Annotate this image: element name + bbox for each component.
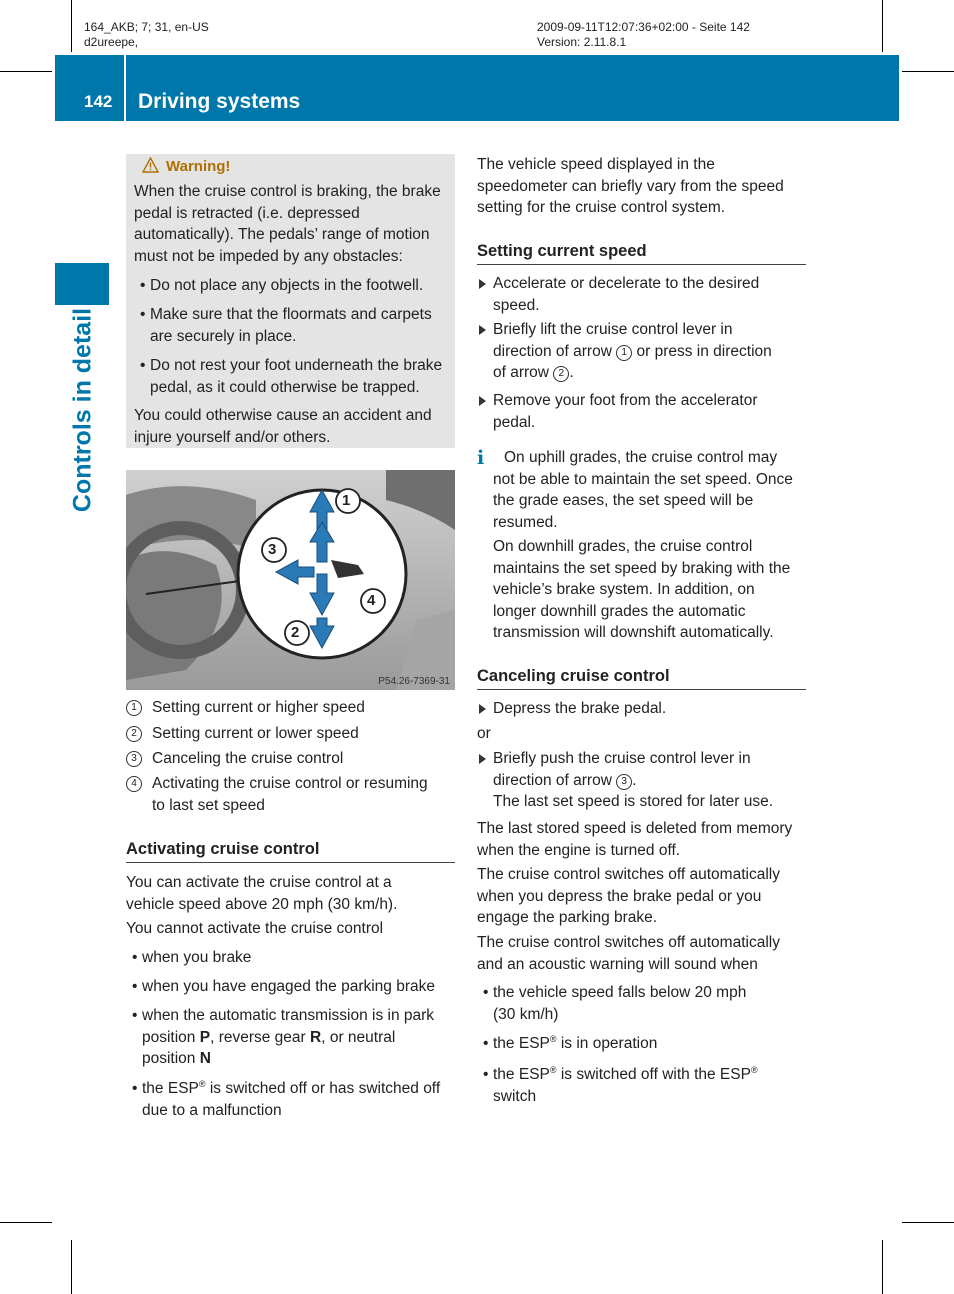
- warning-bullet: • Make sure that the floormats and carpets are securely in place.: [150, 304, 432, 347]
- legend-item: [131, 723, 359, 745]
- meta-line: d2ureepe,: [84, 35, 139, 49]
- section-title: Driving systems: [138, 90, 301, 113]
- gear-p: P: [199, 1028, 211, 1046]
- text-line: pedal.: [493, 413, 536, 431]
- text-line: setting for the cruise control system.: [477, 199, 726, 216]
- crop-mark: [71, 0, 72, 52]
- text-line: transmission will downshift automatically.: [493, 624, 774, 641]
- text-line: when you depress the brake pedal or you: [477, 887, 762, 905]
- text-run: position: [142, 1050, 200, 1067]
- text-line: Remove your foot from the accelerator: [493, 392, 758, 409]
- text-line: the grade eases, the set speed will be: [493, 492, 754, 509]
- text-run: is in operation: [556, 1035, 658, 1052]
- registered-mark: ®: [549, 1064, 557, 1075]
- text-run: position: [142, 1028, 200, 1046]
- list-item: • when you have engaged the parking brake: [142, 976, 435, 998]
- text-line: [493, 1064, 758, 1086]
- text-line: Make sure that the floormats and carpets: [150, 306, 432, 323]
- text-line: due to a malfunction: [142, 1101, 282, 1119]
- text-line: Accelerate or decelerate to the desired: [493, 275, 760, 292]
- legend-item: [131, 697, 365, 719]
- step-item: [493, 748, 773, 813]
- text-line: When the cruise control is braking, the brake: [134, 183, 441, 200]
- text-line: injure yourself and/or others.: [134, 428, 331, 446]
- meta-line: Version: 2.11.8.1: [537, 35, 627, 49]
- text-run: the ESP: [142, 1080, 199, 1097]
- text-run: the ESP: [493, 1035, 550, 1052]
- text-run: , reverse gear: [210, 1028, 311, 1046]
- text-line: speedometer can briefly vary from the speed: [477, 177, 784, 195]
- text-line: when the automatic transmission is in park: [142, 1007, 435, 1024]
- registered-mark: ®: [549, 1033, 557, 1044]
- text-line: Do not place any objects in the footwell.: [150, 277, 424, 294]
- heading-setting-speed: Setting current speed: [477, 240, 806, 265]
- paragraph: [126, 872, 455, 915]
- text-line: [493, 362, 772, 384]
- list-item: • the ESP® is switched off with the ESP® switch: [493, 1064, 758, 1107]
- step-arrow-icon: [479, 396, 486, 406]
- text-line: not be able to maintain the set speed. Once: [493, 470, 793, 488]
- callout-3: 3: [268, 541, 277, 558]
- callout-number: 1: [616, 345, 632, 361]
- warning-bullet: • Do not rest your foot underneath the brake pedal, as it could otherwise be trapped.: [150, 355, 442, 398]
- gear-n: N: [199, 1050, 211, 1067]
- warning-bullet: • Do not place any objects in the footwell.: [150, 275, 423, 297]
- text-line: [482, 447, 811, 469]
- crop-mark: [0, 71, 52, 72]
- figure-illustration: [126, 470, 455, 690]
- text-run: the ESP: [493, 1066, 550, 1083]
- cruise-control-lever-figure: [126, 470, 455, 690]
- text-line: [142, 1078, 440, 1100]
- text-run: .: [632, 771, 637, 789]
- meta-line: 2009-09-11T12:07:36+02:00 - Seite 142: [537, 20, 750, 34]
- text-line: [493, 341, 772, 363]
- text-line: when you have engaged the parking brake: [142, 978, 435, 995]
- gear-r: R: [310, 1028, 322, 1046]
- text-line: Canceling the cruise control: [152, 750, 344, 767]
- text-line: the vehicle speed falls below 20 mph: [493, 984, 747, 1001]
- text-line: Depress the brake pedal.: [493, 700, 667, 717]
- step-item: [493, 319, 772, 384]
- info-icon: i: [477, 447, 485, 469]
- text-line: Briefly lift the cruise control lever in: [493, 321, 733, 338]
- text-line: You could otherwise cause an accident and: [134, 407, 432, 424]
- text-run: On uphill grades, the cruise control may: [504, 449, 778, 466]
- side-chapter-label: Controls in detail: [68, 307, 97, 513]
- text-line: when you brake: [142, 949, 252, 966]
- text-line: The cruise control switches off automatically: [477, 934, 780, 951]
- text-line: resumed.: [493, 513, 558, 531]
- step-item: [493, 273, 759, 316]
- text-run: direction of arrow: [493, 771, 617, 789]
- print-meta-right: [537, 20, 750, 50]
- text-line: Do not rest your foot underneath the brake: [150, 357, 443, 374]
- paragraph: You cannot activate the cruise control: [126, 920, 384, 937]
- callout-number: 4: [126, 776, 142, 792]
- text-line: vehicle’s brake system. In addition, on: [493, 581, 755, 598]
- text-line: The vehicle speed displayed in the: [477, 156, 715, 173]
- text-line: [142, 1048, 434, 1070]
- callout-number: 3: [616, 774, 632, 790]
- legend-item: [131, 773, 428, 816]
- callout-number: 2: [553, 366, 569, 382]
- callout-2: 2: [291, 624, 300, 641]
- side-tab-marker: [55, 263, 109, 305]
- crop-mark: [882, 0, 883, 52]
- step-item: [493, 698, 666, 720]
- warning-triangle-icon: [142, 157, 159, 178]
- crop-mark: [71, 1240, 72, 1294]
- text-run: , or neutral: [321, 1028, 396, 1046]
- text-line: (30 km/h): [493, 1005, 559, 1023]
- text-line: and an acoustic warning will sound when: [477, 955, 758, 973]
- text-line: On downhill grades, the cruise control: [493, 538, 753, 555]
- text-run: .: [569, 364, 574, 381]
- text-run: or press in direction: [632, 342, 772, 360]
- text-line: [493, 1033, 657, 1055]
- text-line: engage the parking brake.: [477, 909, 658, 926]
- text-run: direction of arrow: [493, 342, 617, 360]
- paragraph: [477, 818, 812, 861]
- registered-mark: ®: [750, 1064, 758, 1075]
- callout-number: 3: [126, 751, 142, 767]
- text-line: Setting current or higher speed: [152, 699, 365, 716]
- info-paragraph: [493, 536, 811, 644]
- heading-canceling: Canceling cruise control: [477, 665, 806, 690]
- text-run: of arrow: [493, 364, 554, 381]
- text-run: is switched off or has switched off: [205, 1080, 441, 1097]
- text-line: maintains the set speed by braking with the: [493, 559, 791, 577]
- text-line: speed.: [493, 296, 540, 314]
- callout-4: 4: [367, 592, 376, 609]
- list-item: • the vehicle speed falls below 20 mph (30 km/h): [493, 982, 746, 1025]
- text-line: switch: [493, 1087, 537, 1105]
- text-line: The cruise control switches off automatically: [477, 866, 780, 883]
- crop-mark: [882, 1240, 883, 1294]
- callout-1: 1: [342, 492, 351, 509]
- text-line: The last stored speed is deleted from memory: [477, 820, 793, 837]
- text-line: longer downhill grades the automatic: [493, 602, 746, 620]
- text-line: Setting current or lower speed: [152, 725, 359, 742]
- heading-activating: Activating cruise control: [126, 838, 455, 863]
- text-line: [493, 770, 773, 792]
- step-item: [493, 390, 757, 433]
- warning-outro: [134, 405, 450, 448]
- list-item: • when the automatic transmission is in park position P, reverse gear R, or neutral position N: [142, 1005, 434, 1070]
- text-line: are securely in place.: [150, 327, 297, 345]
- text-line: must not be impeded by any obstacles:: [134, 247, 403, 265]
- print-meta-left: [84, 20, 209, 50]
- list-item: • when you brake: [142, 947, 251, 969]
- text-line: automatically). The pedals’ range of motion: [134, 226, 430, 243]
- text-line: when the engine is turned off.: [477, 841, 681, 859]
- info-paragraph: [493, 447, 811, 533]
- text-line: pedal, as it could otherwise be trapped.: [150, 378, 420, 396]
- text-line: pedal is retracted (i.e. depressed: [134, 204, 360, 222]
- list-item: • the ESP® is switched off or has switched off due to a malfunction: [142, 1078, 440, 1121]
- callout-number: 1: [126, 700, 142, 716]
- paragraph: [477, 864, 812, 929]
- text-line: [142, 1027, 434, 1049]
- step-arrow-icon: [479, 704, 486, 714]
- warning-title: Warning!: [166, 158, 231, 175]
- callout-number: 2: [126, 726, 142, 742]
- step-arrow-icon: [479, 754, 486, 764]
- text-line: You can activate the cruise control at a: [126, 874, 392, 891]
- legend-item: [131, 748, 344, 770]
- figure-code: P54.26-7369-31: [378, 676, 450, 687]
- crop-mark: [902, 1222, 954, 1223]
- step-arrow-icon: [479, 279, 486, 289]
- text-line: to last set speed: [152, 796, 265, 814]
- registered-mark: ®: [198, 1078, 206, 1089]
- paragraph: [477, 154, 807, 219]
- paragraph: [477, 932, 812, 975]
- crop-mark: [902, 71, 954, 72]
- warning-intro: [134, 181, 450, 267]
- crop-mark: [0, 1222, 52, 1223]
- step-arrow-icon: [479, 325, 486, 335]
- or-text: or: [477, 725, 491, 742]
- text-line: vehicle speed above 20 mph (30 km/h).: [126, 895, 398, 913]
- text-line: Briefly push the cruise control lever in: [493, 750, 751, 767]
- text-run: is switched off with the ESP: [556, 1066, 751, 1083]
- text-line: The last set speed is stored for later use.: [493, 793, 773, 810]
- page-number: 142: [84, 92, 113, 111]
- meta-line: 164_AKB; 7; 31, en-US: [84, 20, 209, 34]
- header-divider: [124, 55, 126, 121]
- list-item: • the ESP® is in operation: [493, 1033, 657, 1055]
- text-line: Activating the cruise control or resuming: [152, 775, 428, 792]
